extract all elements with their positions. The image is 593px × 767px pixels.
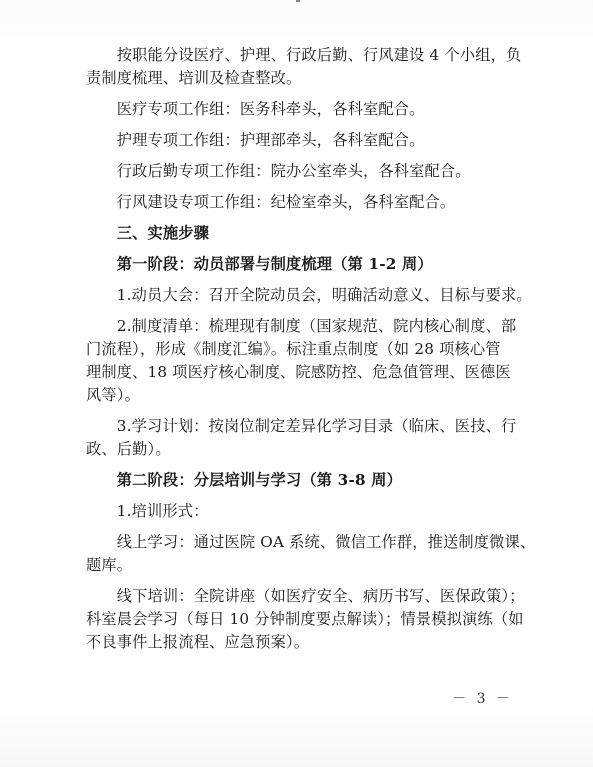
paragraph-line: 风等）。 (86, 386, 140, 404)
paragraph-line: 门流程），形成《制度汇编》。标注重点制度（如 28 项核心管 (86, 340, 501, 358)
paragraph-line: 医疗专项工作组：医务科牵头，各科室配合。 (86, 100, 425, 118)
document-body (86, 44, 536, 654)
paragraph-line: 2.制度清单：梳理现有制度（国家规范、院内核心制度、部 (86, 317, 517, 335)
section-heading: 三、实施步骤 (86, 224, 210, 242)
paragraph-line: 1.动员大会：召开全院动员会，明确活动意义、目标与要求。 (86, 286, 532, 304)
paragraph-line: 政、后勤）。 (86, 440, 171, 458)
paragraph-line: 科室晨会学习（每日 10 分钟制度要点解读）；情景模拟演练（如 (86, 610, 524, 628)
paragraph-line: 理制度、18 项医疗核心制度、院感防控、危急值管理、医德医 (86, 363, 511, 381)
paragraph-line: 3.学习计划：按岗位制定差异化学习目录（临床、医技、行 (86, 417, 517, 435)
paragraph-line: 行风建设专项工作组：纪检室牵头，各科室配合。 (86, 193, 456, 211)
paragraph-line: 题库。 (86, 556, 133, 574)
paragraph-line: 行政后勤专项工作组：院办公室牵头，各科室配合。 (86, 162, 471, 180)
paragraph-line: 1.培训形式： (86, 502, 209, 520)
scan-mark (296, 0, 300, 2)
phase-heading: 第二阶段：分层培训与学习（第 3-8 周） (86, 471, 402, 489)
paragraph-line: 线下培训：全院讲座（如医疗安全、病历书写、医保政策）； (86, 587, 525, 605)
page-number: － 3 － (452, 691, 513, 707)
phase-heading: 第一阶段：动员部署与制度梳理（第 1-2 周） (86, 255, 433, 273)
paragraph-line: 责制度梳理、培训及检查整改。 (86, 69, 302, 87)
paragraph-line: 不良事件上报流程、应急预案）。 (86, 633, 310, 651)
paragraph-line: 按职能分设医疗、护理、行政后勤、行风建设 4 个小组，负 (86, 46, 522, 64)
paragraph-line: 线上学习：通过医院 OA 系统、微信工作群，推送制度微课、 (86, 533, 536, 551)
paragraph-line: 护理专项工作组：护理部牵头，各科室配合。 (86, 131, 425, 149)
